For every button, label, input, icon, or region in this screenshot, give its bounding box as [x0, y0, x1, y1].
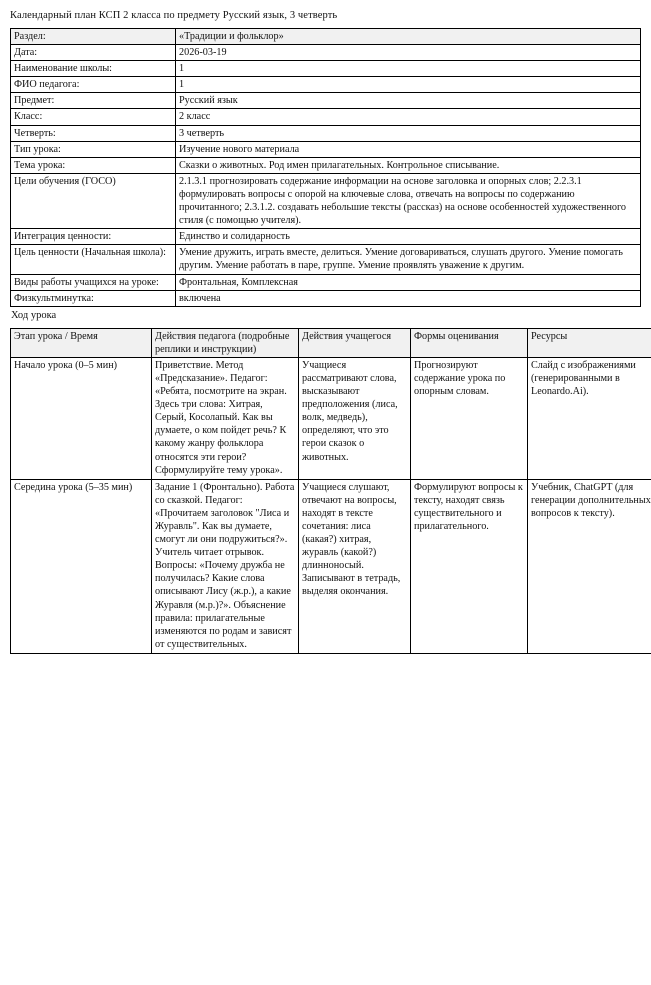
lesson-info-body: [11, 29, 641, 307]
info-value: Фронтальная, Комплексная: [176, 274, 641, 290]
info-label: Виды работы учащихся на уроке:: [11, 274, 176, 290]
info-label: Дата:: [11, 45, 176, 61]
lesson-info-table: [10, 28, 641, 307]
info-label: Физкультминутка:: [11, 290, 176, 306]
info-label: Интеграция ценности:: [11, 229, 176, 245]
table-row: [11, 357, 651, 479]
table-row: [11, 141, 641, 157]
info-label: Тип урока:: [11, 141, 176, 157]
lesson-plan-body: [11, 357, 651, 653]
page-title: Календарный план КСП 2 класса по предмету Русский язык, 3 четверть: [10, 10, 338, 21]
info-value: 1: [176, 77, 641, 93]
column-header-stage: Этап урока / Время: [11, 328, 152, 357]
table-row: [11, 77, 641, 93]
cell-assessment: Прогнозируют содержание урока по опорным словам.: [411, 357, 528, 479]
table-row: [11, 290, 641, 306]
cell-stage: Начало урока (0–5 мин): [11, 357, 152, 479]
info-value: Русский язык: [176, 93, 641, 109]
table-row: [11, 245, 641, 274]
lesson-plan-table: [10, 328, 651, 654]
table-row: [11, 45, 641, 61]
table-row: [11, 109, 641, 125]
table-row: [11, 229, 641, 245]
lesson-plan-head: [11, 328, 651, 357]
table-row: [11, 125, 641, 141]
section-heading-lesson-flow: Ход урока: [11, 309, 57, 321]
info-label: Цели обучения (ГОСО): [11, 173, 176, 228]
info-value: «Традиции и фольклор»: [176, 29, 641, 45]
table-row: [11, 29, 641, 45]
info-value: 2026-03-19: [176, 45, 641, 61]
column-header-teacher-actions: Действия педагога (подробные реплики и инструкции): [152, 328, 299, 357]
cell-resources: Слайд с изображениями (генерированными в Leonardo.Ai).: [528, 357, 651, 479]
column-header-student-actions: Действия учащегося: [299, 328, 411, 357]
cell-resources: Учебник, ChatGPT (для генерации дополнительных вопросов к тексту).: [528, 479, 651, 653]
info-label: Четверть:: [11, 125, 176, 141]
cell-teacher-actions: Приветствие. Метод «Предсказание». Педагог: «Ребята, посмотрите на экран. Здесь три слова: Хитрая, Серый, Косолапый. Как вы думаете, о ком пойдет речь? К какому жанру фольклора относятся эти герои? Сформулируйте тему урока».: [152, 357, 299, 479]
info-value: включена: [176, 290, 641, 306]
info-value: 2 класс: [176, 109, 641, 125]
cell-student-actions: Учащиеся слушают, отвечают на вопросы, находят в тексте сочетания: лиса (какая?) хитрая, журавль (какой?) длинноносый. Записывают в тетрадь, выделяя окончания.: [299, 479, 411, 653]
info-label: Класс:: [11, 109, 176, 125]
cell-stage: Середина урока (5–35 мин): [11, 479, 152, 653]
info-label: Предмет:: [11, 93, 176, 109]
info-value: Умение дружить, играть вместе, делиться. Умение договариваться, слушать другого. Умение помогать другим. Умение работать в паре, группе. Умение проявлять уважение к другим.: [176, 245, 641, 274]
table-row: [11, 157, 641, 173]
table-row: [11, 61, 641, 77]
table-row: [11, 93, 641, 109]
info-value: 3 четверть: [176, 125, 641, 141]
info-label: Наименование школы:: [11, 61, 176, 77]
info-value: Единство и солидарность: [176, 229, 641, 245]
info-label: Раздел:: [11, 29, 176, 45]
info-value: 1: [176, 61, 641, 77]
cell-teacher-actions: Задание 1 (Фронтально). Работа со сказкой. Педагог: «Прочитаем заголовок "Лиса и Журавль". Как вы думаете, смогут ли они подружиться?». Учитель читает отрывок. Вопросы: «Почему дружба не получилась? Какие слова описывают Лису (ж.р.), а какие Журавля (м.р.)?». Объяснение правила: прилагательные изменяются по родам и зависят от существительных.: [152, 479, 299, 653]
cell-student-actions: Учащиеся рассматривают слова, высказывают предположения (лиса, волк, медведь), определяют, что это герои сказок о животных.: [299, 357, 411, 479]
info-value: 2.1.3.1 прогнозировать содержание информации на основе заголовка и опорных слов; 2.2.3.1 формулировать вопросы с опорой на ключевые слова, отвечать на вопросы по содержанию прочитанного; 2.3.1.2. создавать небольшие тексты (рассказ) на основе особенностей художественного стиля (с помощью учителя).: [176, 173, 641, 228]
table-header-row: [11, 328, 651, 357]
column-header-assessment: Формы оценивания: [411, 328, 528, 357]
info-label: ФИО педагога:: [11, 77, 176, 93]
info-label: Тема урока:: [11, 157, 176, 173]
table-row: [11, 274, 641, 290]
info-value: Сказки о животных. Род имен прилагательных. Контрольное списывание.: [176, 157, 641, 173]
info-value: Изучение нового материала: [176, 141, 641, 157]
column-header-resources: Ресурсы: [528, 328, 651, 357]
table-row: [11, 173, 641, 228]
table-row: [11, 479, 651, 653]
cell-assessment: Формулируют вопросы к тексту, находят связь существительного и прилагательного.: [411, 479, 528, 653]
info-label: Цель ценности (Начальная школа):: [11, 245, 176, 274]
